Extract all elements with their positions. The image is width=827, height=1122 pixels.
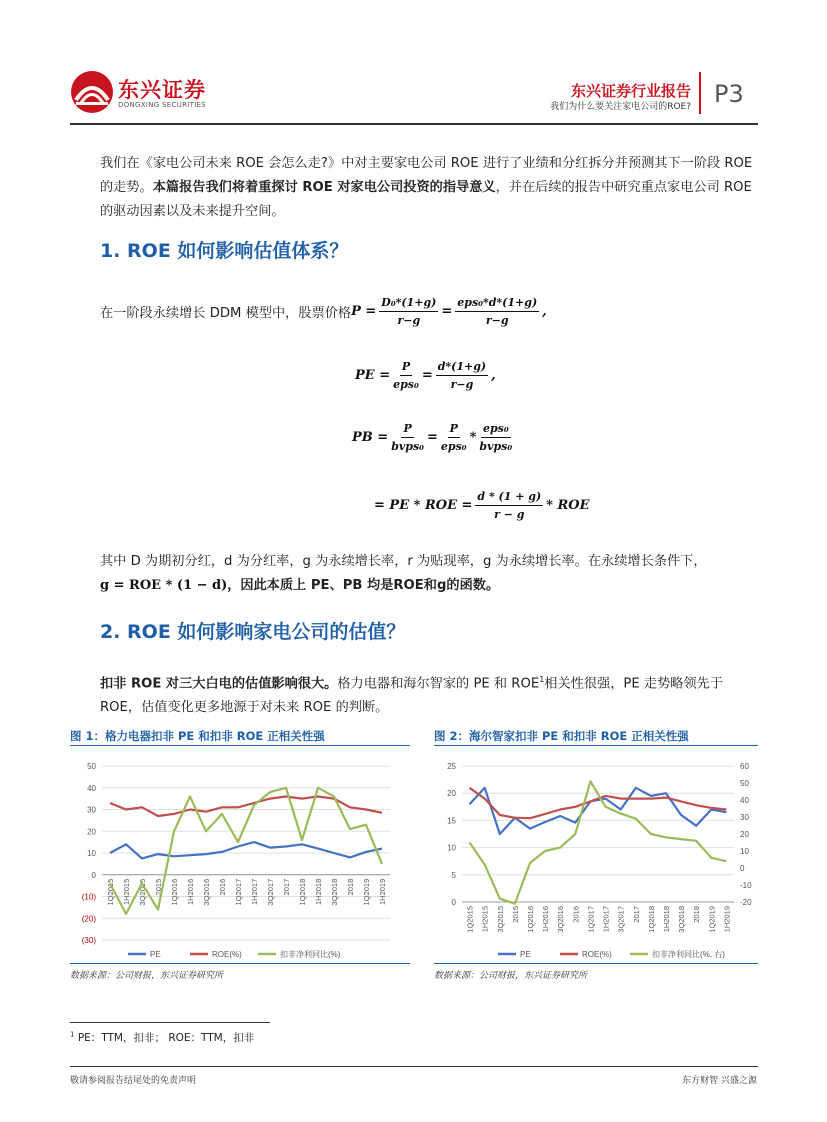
- x-tick-label: 3Q2018: [330, 878, 339, 906]
- comma: ,: [542, 304, 547, 319]
- y-tick-label-right: -10: [740, 881, 752, 890]
- x-tick-label: 2015: [510, 906, 520, 923]
- x-tick-label: 1Q2015: [465, 906, 475, 933]
- equals: =: [441, 304, 453, 319]
- y-tick-label: 30: [87, 805, 96, 815]
- section2-paragraph: [100, 668, 757, 720]
- formula-lhs: PE =: [355, 368, 391, 383]
- intro-paragraph: [100, 152, 757, 224]
- denominator: r − g: [494, 508, 525, 521]
- chart1-source: 数据来源：公司财报，东兴证券研究所: [70, 971, 224, 981]
- equals: =: [421, 368, 433, 383]
- x-tick-label: 2016: [218, 878, 227, 896]
- x-tick-label: 3Q2015: [138, 878, 147, 906]
- denominator: eps₀: [440, 440, 467, 453]
- formula-tail: * ROE: [546, 498, 590, 513]
- fraction: [393, 360, 419, 391]
- x-tick-label: 1H2018: [314, 878, 323, 906]
- formula-pb-roe: [374, 490, 590, 521]
- header-rule: [70, 123, 758, 125]
- y-tick-label-left: 10: [447, 843, 456, 853]
- formula-lhs: = PE * ROE =: [374, 498, 473, 513]
- x-tick-label: 1H2017: [250, 878, 259, 906]
- formula-pe: [355, 360, 496, 391]
- footer-rule: [70, 1066, 758, 1067]
- report-subtitle: 我们为什么要关注家电公司的ROE?: [550, 102, 691, 112]
- fraction: [475, 490, 543, 521]
- y-tick-label: 20: [87, 827, 96, 837]
- numerator: d * (1 + g): [475, 490, 543, 506]
- legend-label: ROE(%): [582, 950, 612, 959]
- series-line-扣非净利同比(%): [110, 788, 382, 914]
- denominator: r−g: [485, 314, 509, 327]
- y-tick-label-right: -20: [740, 898, 752, 907]
- denominator: bvps₀: [479, 440, 513, 453]
- legend-label: PE: [520, 950, 531, 959]
- x-tick-label: 1Q2018: [646, 906, 656, 933]
- x-tick-label: 1H2015: [122, 878, 131, 906]
- formula-lhs: PB =: [352, 430, 389, 445]
- fraction: [455, 296, 539, 327]
- logo-mark-icon: [70, 70, 114, 114]
- x-tick-label: 3Q2016: [202, 878, 211, 906]
- x-tick-label: 2017: [282, 878, 291, 896]
- y-tick-label: 0: [91, 870, 96, 880]
- y-tick-label-right: 0: [740, 864, 745, 873]
- footnote-ref[interactable]: 1: [539, 675, 545, 684]
- numerator: P: [400, 360, 412, 376]
- section2-tail: 相关性很强，PE 走势略领先于 ROE，估值变化更多地源于对未来 ROE 的判断。: [100, 676, 724, 716]
- chart1: [70, 752, 410, 964]
- y-tick-label-left: 25: [447, 762, 456, 771]
- y-tick-label-left: 20: [447, 789, 456, 799]
- chart2-title: 图 2：海尔智家扣非 PE 和扣非 ROE 正相关性强: [434, 729, 689, 743]
- formula-lhs: P =: [351, 304, 377, 319]
- section2-title: 2. ROE 如何影响家电公司的估值？: [100, 621, 406, 643]
- x-tick-label: 2015: [154, 878, 163, 896]
- logo: [70, 70, 114, 114]
- denominator: r−g: [450, 378, 474, 391]
- series-line-PE: [110, 842, 382, 858]
- y-tick-label-right: 20: [740, 830, 749, 839]
- disclaimer-note: 敬请参阅报告结尾处的免责声明: [70, 1076, 197, 1086]
- footnote: [70, 1030, 254, 1045]
- x-tick-label: 1H2018: [662, 906, 671, 933]
- header-divider: [699, 72, 701, 114]
- fraction: [441, 422, 467, 453]
- denominator: bvps₀: [391, 440, 424, 453]
- numerator: eps₀: [481, 422, 511, 438]
- x-tick-label: 1H2016: [541, 906, 551, 933]
- chart2: [434, 752, 758, 964]
- footer-slogan: 东方财智 兴盛之源: [682, 1076, 757, 1086]
- footnote-mark: 1: [70, 1030, 75, 1039]
- numerator: P: [401, 422, 413, 438]
- y-tick-label: (10): [81, 892, 96, 902]
- x-tick-label: 1H2015: [480, 906, 490, 933]
- intro-text: 我们在《家电公司未来 ROE 会怎么走?》中对主要家电公司 ROE 进行了业绩和分红拆分并预测其下一阶段 ROE 的走势。: [100, 156, 753, 195]
- fraction: [436, 360, 488, 391]
- x-tick-label: 1H2019: [722, 906, 732, 933]
- y-tick-label-left: 0: [451, 898, 456, 907]
- intro-bold: 本篇报告我们将着重探讨 ROE 对家电公司投资的指导意义: [152, 180, 496, 195]
- report-type: 东兴证券行业报告: [570, 82, 691, 100]
- x-tick-label: 3Q2015: [495, 906, 505, 933]
- x-tick-label: 1Q2015: [106, 878, 115, 906]
- ddm-lead: 在一阶段永续增长 DDM 模型中，股票价格: [100, 306, 352, 321]
- y-tick-label-right: 30: [740, 813, 749, 822]
- y-tick-label-left: 15: [447, 816, 456, 826]
- intro-tail: ，并在后续的报告中研究重点家电公司 ROE 的驱动因素以及未来提升空间。: [100, 180, 752, 219]
- x-tick-label: 1H2016: [186, 878, 195, 906]
- multiply: *: [469, 430, 477, 445]
- page-number: P3: [714, 80, 744, 108]
- numerator: eps₀*d*(1+g): [455, 296, 539, 312]
- x-tick-label: 1H2019: [378, 878, 387, 906]
- numerator: d*(1+g): [436, 360, 488, 376]
- x-tick-label: 1Q2017: [234, 878, 243, 906]
- fraction: [379, 296, 438, 327]
- y-tick-label-right: 10: [740, 847, 749, 856]
- x-tick-label: 1Q2016: [526, 906, 535, 933]
- x-tick-label: 1Q2019: [707, 906, 717, 933]
- x-tick-label: 3Q2018: [677, 906, 687, 933]
- y-tick-label: 10: [87, 849, 96, 858]
- denominator: r−g: [397, 314, 421, 327]
- y-tick-label: (30): [81, 936, 96, 945]
- logo-text-cn: 东兴证券: [118, 78, 206, 102]
- where-text: 其中 D 为期初分红，d 为分红率，g 为永续增长率，r 为贴现率，g 为永续增长率。在永续增长条件下，: [100, 554, 707, 569]
- x-tick-label: 2018: [346, 878, 355, 896]
- y-tick-label: (20): [81, 914, 96, 924]
- logo-text-en: DONGXING SECURITIES: [118, 101, 207, 109]
- chart1-title-rule: [70, 745, 410, 746]
- comma: ,: [491, 368, 496, 383]
- legend-label: PE: [150, 950, 161, 959]
- y-tick-label: 40: [87, 783, 96, 793]
- x-tick-label: 3Q2017: [266, 878, 275, 906]
- fraction: [391, 422, 424, 453]
- x-tick-label: 3Q2017: [616, 906, 626, 933]
- y-tick-label-left: 5: [451, 870, 456, 880]
- numerator: D₀*(1+g): [379, 296, 438, 312]
- x-tick-label: 2018: [692, 906, 702, 923]
- ddm-formula-line: [100, 296, 547, 327]
- footnote-text: PE：TTM，扣非； ROE：TTM，扣非: [77, 1032, 255, 1044]
- formula-pb: [352, 422, 515, 453]
- x-tick-label: 1Q2019: [362, 878, 371, 906]
- chart2-source: 数据来源：公司财报，东兴证券研究所: [434, 971, 588, 981]
- x-tick-label: 2017: [631, 906, 641, 923]
- x-tick-label: 1Q2018: [298, 878, 307, 906]
- chart1-bottom-rule: [70, 963, 410, 964]
- x-tick-label: 1H2017: [601, 906, 611, 933]
- where-bold: 因此本质上 PE、PB 均是ROE和g的函数。: [240, 578, 500, 593]
- section2-bold: 扣非 ROE 对三大白电的估值影响很大。: [100, 676, 338, 692]
- section2-text: 格力电器和海尔智家的 PE 和 ROE: [337, 676, 540, 692]
- legend-label: 扣非净利同比(%, 右): [652, 950, 725, 959]
- chart1-title: 图 1：格力电器扣非 PE 和扣非 ROE 正相关性强: [70, 729, 325, 743]
- y-tick-label-right: 60: [740, 762, 749, 771]
- y-tick-label-right: 50: [740, 779, 749, 788]
- denominator: eps₀: [393, 378, 419, 391]
- x-tick-label: 1Q2017: [586, 906, 596, 933]
- formula-price: [351, 296, 547, 327]
- fraction: [479, 422, 512, 453]
- footnote-rule: [70, 1022, 270, 1023]
- chart2-title-rule: [434, 745, 758, 746]
- g-formula: g = ROE * (1 − d)，: [100, 578, 241, 593]
- chart2-bottom-rule: [434, 963, 758, 964]
- numerator: P: [448, 422, 460, 438]
- legend-label: ROE(%): [212, 950, 242, 959]
- where-paragraph: [100, 550, 757, 598]
- legend-label: 扣非净利同比(%): [280, 950, 341, 959]
- y-tick-label: 50: [87, 762, 96, 771]
- equals: =: [426, 430, 438, 445]
- x-tick-label: 1Q2016: [170, 878, 179, 906]
- section1-title: 1. ROE 如何影响估值体系？: [100, 240, 349, 262]
- x-tick-label: 3Q2016: [556, 906, 566, 933]
- y-tick-label-right: 40: [740, 796, 749, 805]
- x-tick-label: 2016: [571, 906, 581, 923]
